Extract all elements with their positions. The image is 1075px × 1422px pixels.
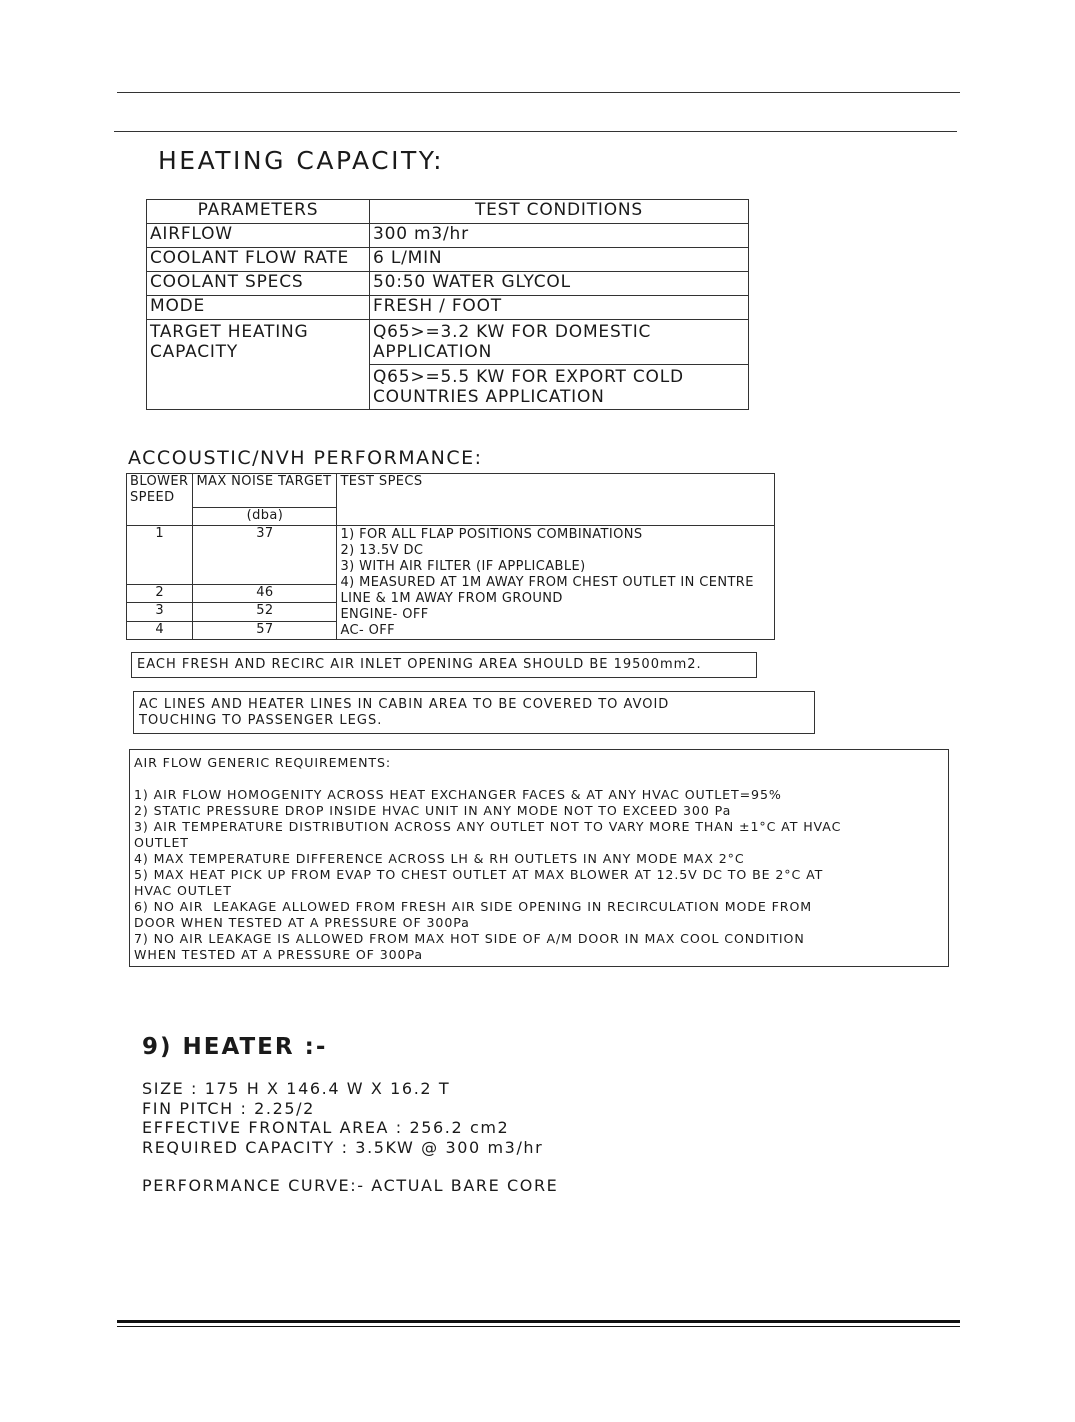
condition-cell: FRESH / FOOT bbox=[370, 296, 749, 320]
header-max-noise: MAX NOISE TARGET bbox=[193, 474, 337, 508]
requirement-line: 1) AIR FLOW HOMOGENITY ACROSS HEAT EXCHANGER FACES & AT ANY HVAC OUTLET=95% bbox=[134, 787, 782, 802]
requirement-line: HVAC OUTLET bbox=[134, 883, 232, 898]
header-dba-unit: (dba) bbox=[193, 508, 337, 526]
spec-line: ENGINE- OFF bbox=[340, 607, 429, 622]
airflow-requirements-box bbox=[129, 749, 949, 967]
requirement-line: DOOR WHEN TESTED AT A PRESSURE OF 300Pa bbox=[134, 915, 470, 930]
requirement-line: OUTLET bbox=[134, 835, 189, 850]
param-cell: COOLANT FLOW RATE bbox=[147, 248, 370, 272]
requirement-line: 5) MAX HEAT PICK UP FROM EVAP TO CHEST OUTLET AT MAX BLOWER AT 12.5V DC TO BE 2°C AT bbox=[134, 867, 824, 882]
spec-line: AC- OFF bbox=[340, 623, 395, 638]
heating-capacity-title: HEATING CAPACITY: bbox=[158, 146, 445, 175]
cabin-lines-text-1: AC LINES AND HEATER LINES IN CABIN AREA TO BE COVERED TO AVOID bbox=[139, 697, 670, 712]
cabin-lines-note bbox=[133, 691, 815, 734]
noise-cell: 52 bbox=[193, 603, 337, 621]
requirement-line: WHEN TESTED AT A PRESSURE OF 300Pa bbox=[134, 947, 424, 962]
blower-speed-cell: 4 bbox=[127, 621, 193, 639]
cabin-lines-text-2: TOUCHING TO PASSENGER LEGS. bbox=[139, 713, 383, 728]
spec-line: 3) WITH AIR FILTER (IF APPLICABLE) bbox=[340, 559, 586, 574]
heater-specs bbox=[142, 1079, 558, 1196]
header-rule-bottom bbox=[114, 131, 957, 132]
blower-speed-cell: 3 bbox=[127, 603, 193, 621]
header-rule-top bbox=[117, 92, 960, 93]
condition-cell-export: Q65>=5.5 KW FOR EXPORT COLD COUNTRIES APPLICATION bbox=[370, 365, 749, 410]
noise-cell: 57 bbox=[193, 621, 337, 639]
param-cell: AIRFLOW bbox=[147, 224, 370, 248]
requirement-line: 6) NO AIR LEAKAGE ALLOWED FROM FRESH AIR SIDE OPENING IN RECIRCULATION MODE FROM bbox=[134, 899, 813, 914]
inlet-area-text: EACH FRESH AND RECIRC AIR INLET OPENING AREA SHOULD BE 19500mm2. bbox=[137, 657, 702, 672]
footer-rule-thin bbox=[117, 1326, 960, 1327]
heater-fin-pitch: FIN PITCH : 2.25/2 bbox=[142, 1098, 315, 1118]
header-blower-speed: BLOWER SPEED bbox=[127, 474, 193, 526]
test-specs-cell bbox=[337, 526, 775, 640]
airflow-requirements-title: AIR FLOW GENERIC REQUIREMENTS: bbox=[134, 755, 392, 770]
requirement-line: 4) MAX TEMPERATURE DIFFERENCE ACROSS LH & RH OUTLETS IN ANY MODE MAX 2°C bbox=[134, 851, 745, 866]
header-test-conditions: TEST CONDITIONS bbox=[370, 200, 749, 224]
heating-capacity-table bbox=[146, 199, 749, 410]
param-cell: COOLANT SPECS bbox=[147, 272, 370, 296]
spec-line: 1) FOR ALL FLAP POSITIONS COMBINATIONS bbox=[340, 527, 643, 542]
inlet-area-note bbox=[131, 652, 757, 678]
footer-rule-thick bbox=[117, 1320, 960, 1323]
requirement-line: 2) STATIC PRESSURE DROP INSIDE HVAC UNIT IN ANY MODE NOT TO EXCEED 300 Pa bbox=[134, 803, 732, 818]
noise-cell: 46 bbox=[193, 585, 337, 603]
acoustic-title: ACCOUSTIC/NVH PERFORMANCE: bbox=[128, 447, 483, 469]
param-cell: MODE bbox=[147, 296, 370, 320]
blower-speed-cell: 1 bbox=[127, 526, 193, 585]
condition-cell: 50:50 WATER GLYCOL bbox=[370, 272, 749, 296]
heater-required-capacity: REQUIRED CAPACITY : 3.5KW @ 300 m3/hr bbox=[142, 1137, 544, 1157]
condition-cell-domestic: Q65>=3.2 KW FOR DOMESTIC APPLICATION bbox=[370, 320, 749, 365]
spec-line: 4) MEASURED AT 1M AWAY FROM CHEST OUTLET IN CENTRE bbox=[340, 575, 754, 590]
condition-cell: 300 m3/hr bbox=[370, 224, 749, 248]
blower-speed-cell: 2 bbox=[127, 585, 193, 603]
condition-cell: 6 L/MIN bbox=[370, 248, 749, 272]
param-cell-target: TARGET HEATING CAPACITY bbox=[147, 320, 370, 410]
heater-section-title: 9) HEATER :- bbox=[142, 1034, 328, 1060]
spec-line: 2) 13.5V DC bbox=[340, 543, 424, 558]
header-parameters: PARAMETERS bbox=[147, 200, 370, 224]
noise-cell: 37 bbox=[193, 526, 337, 585]
spec-line: LINE & 1M AWAY FROM GROUND bbox=[340, 591, 563, 606]
heater-frontal-area: EFFECTIVE FRONTAL AREA : 256.2 cm2 bbox=[142, 1118, 510, 1137]
heater-performance-curve: PERFORMANCE CURVE:- ACTUAL BARE CORE bbox=[142, 1176, 559, 1195]
heater-size: SIZE : 175 H X 146.4 W X 16.2 T bbox=[142, 1079, 451, 1098]
requirement-line: 3) AIR TEMPERATURE DISTRIBUTION ACROSS ANY OUTLET NOT TO VARY MORE THAN ±1°C AT HVAC bbox=[134, 819, 842, 834]
requirement-line: 7) NO AIR LEAKAGE IS ALLOWED FROM MAX HOT SIDE OF A/M DOOR IN MAX COOL CONDITION bbox=[134, 931, 805, 946]
header-test-specs: TEST SPECS bbox=[337, 474, 775, 526]
acoustic-table bbox=[126, 473, 775, 640]
